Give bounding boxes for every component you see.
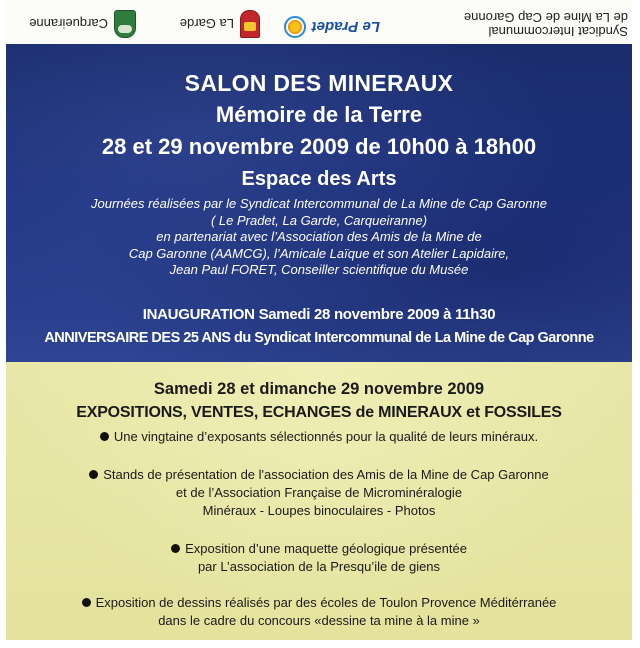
credit-line: Jean Paul FORET, Conseiller scientifique du Musée <box>169 262 469 277</box>
inauguration-line: INAUGURATION Samedi 28 novembre 2009 à 11h30 <box>142 306 496 323</box>
shield-icon <box>240 10 260 38</box>
sun-icon <box>284 16 306 38</box>
list-item-text: par L’association de la Presqu’ile de giens <box>197 559 441 574</box>
bullet-icon <box>100 432 109 441</box>
list-item-text: dans le cadre du concours «dessine ta mine à la mine » <box>158 613 480 628</box>
bullet-icon <box>171 544 180 553</box>
bullet-icon <box>89 470 98 479</box>
list-item-text: et de l’Association Française de Microminéralogie <box>175 485 463 500</box>
program-headline: EXPOSITIONS, VENTES, ECHANGES de MINERAUX et FOSSILES <box>76 404 562 421</box>
event-title: SALON DES MINERAUX <box>184 70 454 96</box>
la-garde-label: La Garde <box>179 16 234 32</box>
syndicat-logo <box>464 10 628 38</box>
credit-line: ( Le Pradet, La Garde, Carqueiranne) <box>210 212 428 228</box>
anniversary-line: ANNIVERSAIRE DES 25 ANS du Syndicat Intercommunal de La Mine de Cap Garonne <box>44 330 594 346</box>
le-pradet-logo <box>284 16 380 38</box>
list-item <box>6 428 632 446</box>
logo-strip <box>6 0 632 45</box>
carqueiranne-label: Carqueiranne <box>29 16 108 32</box>
credit-line: en partenariat avec l’Association des Amis de la Mine de <box>156 229 482 244</box>
carqueiranne-crest-icon <box>114 10 136 38</box>
carqueiranne-logo <box>29 10 136 38</box>
syndicat-line1: Syndicat Intercommunal <box>488 24 628 39</box>
event-header-panel <box>6 44 632 362</box>
credit-line: Cap Garonne (AAMCG), l’Amicale Laïque et son Atelier Lapidaire, <box>128 245 510 261</box>
list-item-text: Une vingtaine d’exposants sélectionnés pour la qualité de leurs minéraux. <box>113 429 539 444</box>
la-garde-logo <box>180 10 260 38</box>
list-item-text: Minéraux - Loupes binoculaires - Photos <box>202 503 436 518</box>
le-pradet-label: Le Pradet <box>311 18 380 36</box>
list-item <box>6 540 632 576</box>
event-dates: 28 et 29 novembre 2009 de 10h00 à 18h00 <box>101 134 537 159</box>
list-item-text: Exposition d’une maquette géologique présentée <box>185 541 467 556</box>
organizer-credits <box>46 196 592 279</box>
list-item-text: Exposition de dessins réalisés par des écoles de Toulon Provence Méditérranée <box>95 595 557 610</box>
bullet-icon <box>82 598 91 607</box>
program-panel <box>6 362 632 640</box>
program-days: Samedi 28 et dimanche 29 novembre 2009 <box>153 380 485 398</box>
syndicat-line2: de La Mine de Cap Garonne <box>463 10 628 25</box>
credit-line: Journées réalisées par le Syndicat Intercommunal de La Mine de Cap Garonne <box>91 196 547 211</box>
list-item <box>6 466 632 520</box>
event-venue: Espace des Arts <box>241 168 397 190</box>
list-item <box>6 594 632 630</box>
event-subtitle: Mémoire de la Terre <box>215 102 423 127</box>
flyer <box>6 0 632 640</box>
list-item-text: Stands de présentation de l'association des Amis de la Mine de Cap Garonne <box>103 467 549 482</box>
